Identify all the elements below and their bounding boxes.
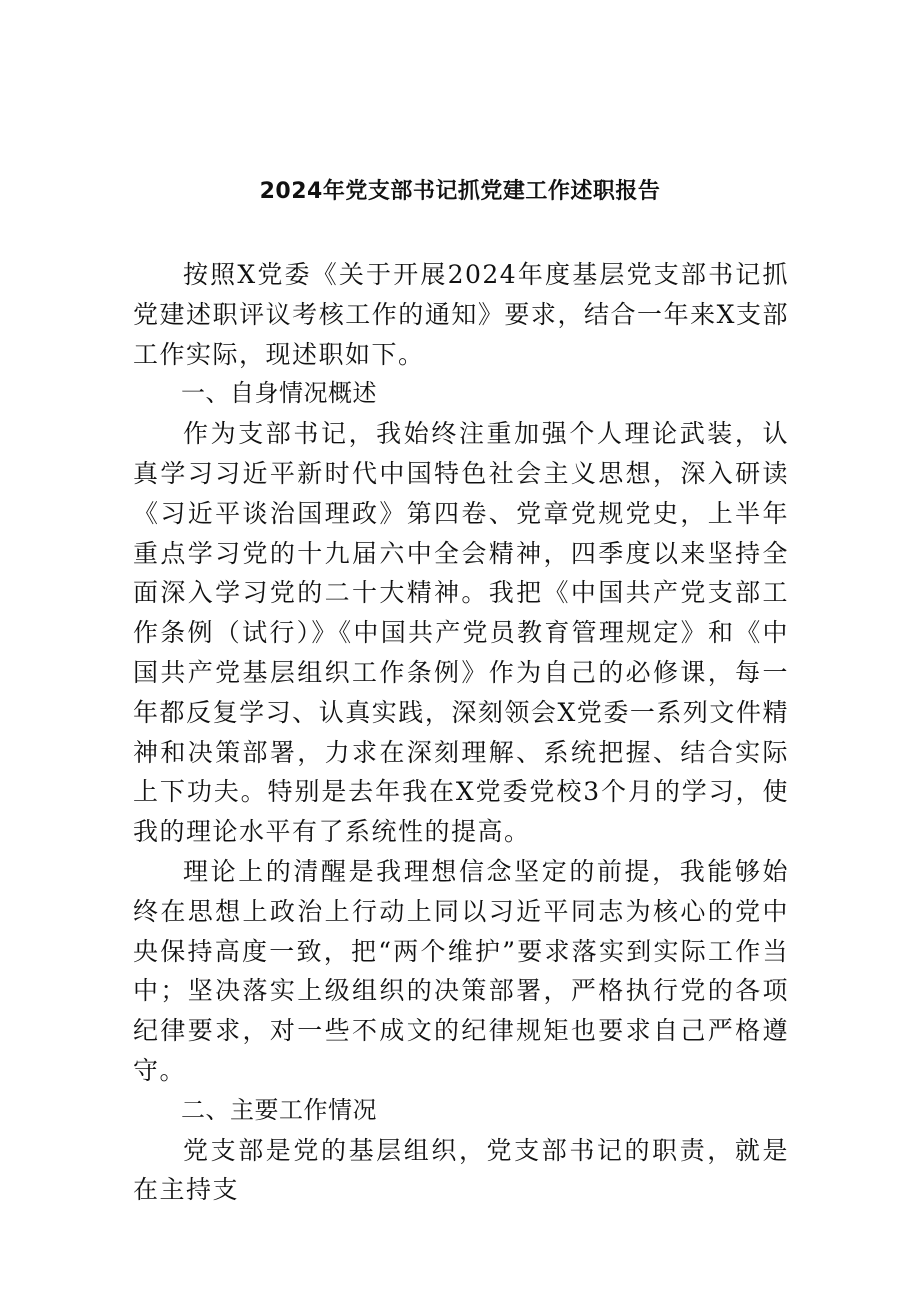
section-heading-2: 二、主要工作情况 [181,1095,377,1124]
section2-paragraph-1: 党支部是党的基层组织，党支部书记的职责，就是在主持支 [133,1135,789,1205]
intro-paragraph: 按照X党委《关于开展2024年度基层党支部书记抓党建述职评议考核工作的通知》要求，结合一年来X支部工作实际，现述职如下。 [133,260,789,369]
document-body [133,255,789,1210]
section-heading-1: 一、自身情况概述 [181,379,377,408]
section1-paragraph-1: 作为支部书记，我始终注重加强个人理论武装，认真学习习近平新时代中国特色社会主义思想，深入研读《习近平谈治国理政》第四卷、党章党规党史，上半年重点学习党的十九届六中全会精神，四季度以来坚持全面深入学习党的二十大精神。我把《中国共产党支部工作条例（试行）》《中国共产党员教育管理规定》和《中国共产党基层组织工作条例》作为自己的必修课，每一年都反复学习、认真实践，深刻领会X党委一系列文件精神和决策部署，力求在深刻理解、系统把握、结合实际上下功夫。特别是去年我在X党委党校3个月的学习，使我的理论水平有了系统性的提高。 [133,419,789,847]
document-title: 2024年党支部书记抓党建工作述职报告 [259,179,661,204]
section1-paragraph-2: 理论上的清醒是我理想信念坚定的前提，我能够始终在思想上政治上行动上同以习近平同志为核心的党中央保持高度一致，把“两个维护”要求落实到实际工作当中；坚决落实上级组织的决策部署，严格执行党的各项纪律要求，对一些不成文的纪律规矩也要求自己严格遵守。 [133,856,789,1085]
